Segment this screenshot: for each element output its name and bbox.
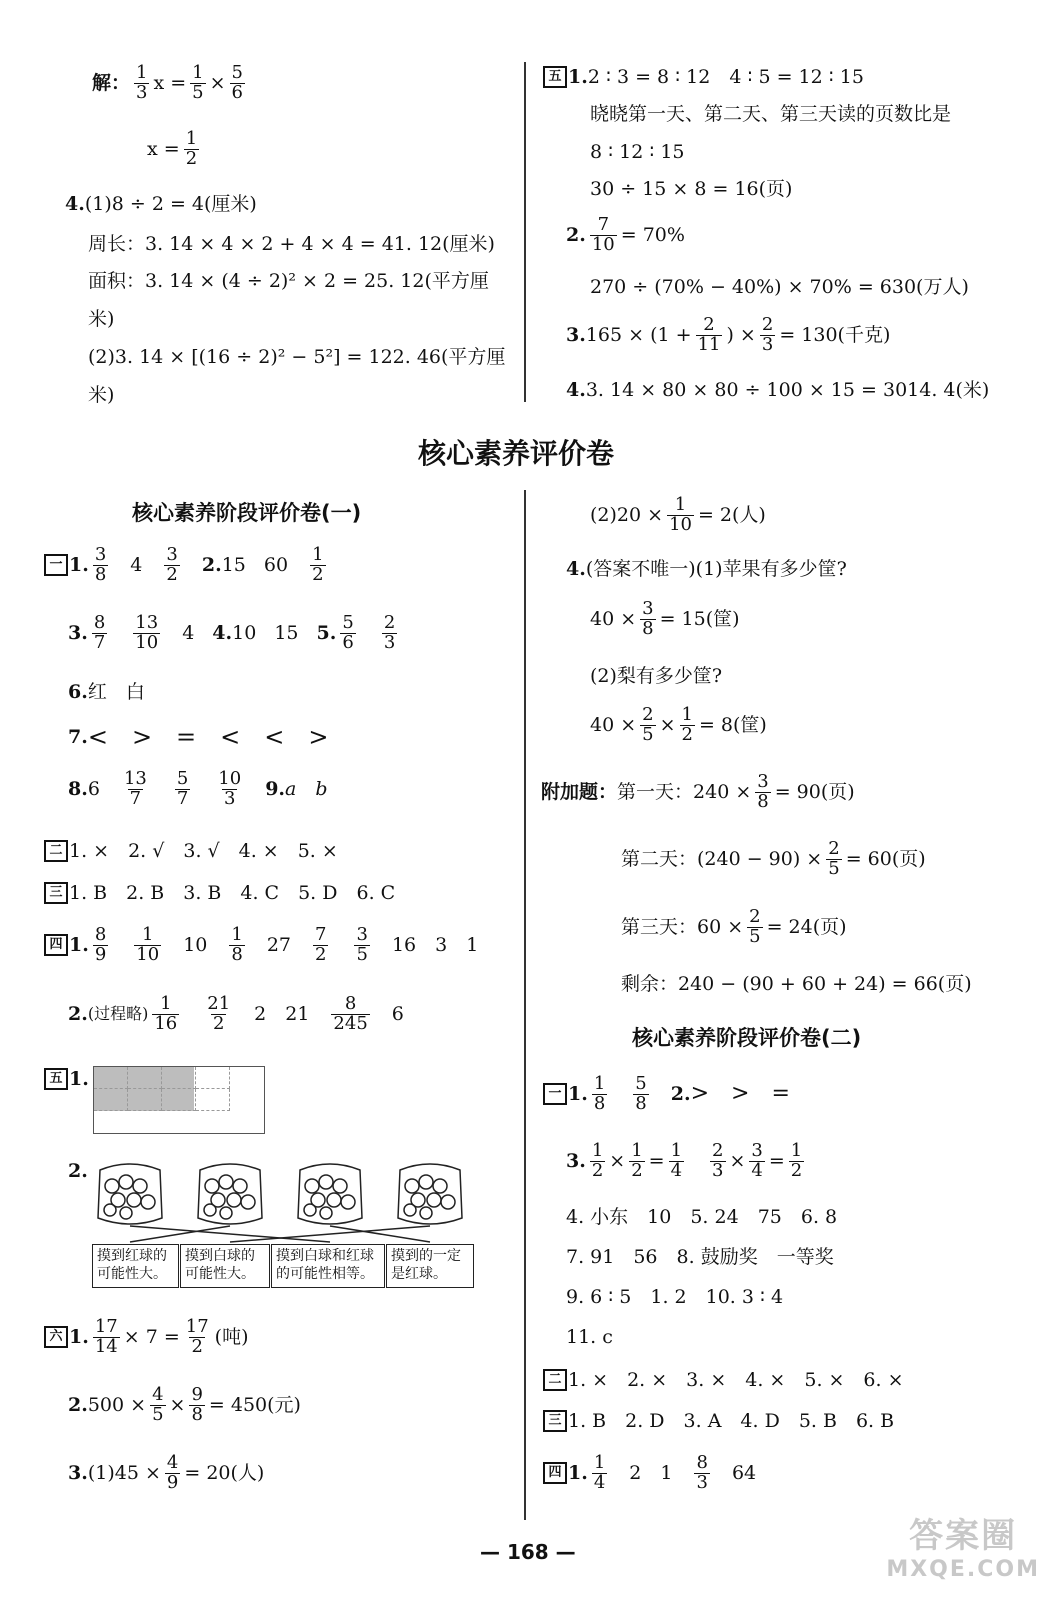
- r-l1: (2)20 × $\frac{1}{10}$ = 2(人): [590, 494, 766, 535]
- p2-l3: 4. 小东 10 5. 24 75 6. 8: [566, 1206, 838, 1228]
- solve-line-2: x = $\frac{1}{2}$: [147, 128, 198, 169]
- q4-line-6: 米): [88, 384, 115, 406]
- section-title: 核心素养评价卷: [418, 437, 615, 470]
- p1-l2: 3. 8 7 13 10 4 4. 10 15 5. 5 6 2 3: [68, 612, 396, 653]
- p1-l7: 三 1. B 2. B 3. B 4. C 5. D 6. C: [44, 882, 395, 904]
- q4-line-5: (2)3. 14 × [(16 ÷ 2)² − 5²] = 122. 46(平方厘: [88, 346, 506, 368]
- p1-l4: 7. < > = < < >: [68, 723, 329, 751]
- answer-box-1: 摸到红球的可能性大。: [92, 1244, 179, 1288]
- p1-l5: 8. 6 13 7 5 7 10 3 9. a b: [68, 768, 328, 809]
- p2-l8: 三 1. B 2. D 3. A 4. D 5. B 6. B: [543, 1410, 894, 1432]
- q4-line-2: 周长：3. 14 × 4 × 2 + 4 × 4 = 41. 12(厘米): [88, 233, 495, 255]
- p2-l2: 3. $\frac{1}{2}$ × $\frac{1}{2}$ = $\frac{1}{4}$ $\frac{2}{3}$ × $\frac{3}{4}$ = $\frac{1}{2}$: [566, 1140, 803, 1181]
- tr-q1-line-2: 晓晓第一天、第二天、第三天读的页数比是: [590, 103, 952, 125]
- column-divider-bottom: [524, 490, 526, 1520]
- r-l6: 附加题： 第一天：240 × $\frac{3}{8}$ = 90(页): [541, 771, 855, 812]
- answer-box-2: 摸到白球的可能性大。: [180, 1244, 270, 1288]
- p1-l9: 2. (过程略) 1 16 21 2 2 21 8 245 6: [68, 993, 404, 1034]
- r-l8: 第三天：60 × $\frac{2}{5}$ = 24(页): [621, 906, 847, 947]
- p1-l12: 六 1. $\frac{17}{14}$ × 7 = $\frac{17}{2}$ (吨): [44, 1318, 249, 1357]
- p1-l10: 五 1.: [44, 1068, 89, 1090]
- p1-l3: 6. 红 白: [68, 681, 145, 703]
- p1-l14: 3. (1)45 × $\frac{4}{9}$ = 20(人): [68, 1452, 265, 1493]
- bag-1: [98, 1164, 162, 1224]
- q4-line-3: 面积：3. 14 × (4 ÷ 2)² × 2 = 25. 12(平方厘: [88, 270, 489, 292]
- tr-q4-line: 4. 3. 14 × 80 × 80 ÷ 100 × 15 = 3014. 4(米): [566, 379, 990, 401]
- watermark-logo: 答案圈 MXQE.COM: [886, 1516, 1040, 1582]
- p2-l6: 11. c: [566, 1326, 613, 1348]
- tr-q1-line-3: 8 ∶ 12 ∶ 15: [590, 141, 685, 163]
- p2-l5: 9. 6 ∶ 5 1. 2 10. 3 ∶ 4: [566, 1286, 784, 1308]
- bag-2: [198, 1164, 262, 1224]
- tr-q2-line-1: 2. $\frac{7}{10}$ = 70%: [566, 214, 685, 255]
- r-l2: 4. (答案不唯一)(1)苹果有多少筐?: [566, 558, 847, 580]
- r-l5: 40 × $\frac{2}{5}$ × $\frac{1}{2}$ = 8(筐): [590, 704, 767, 745]
- p2-l1: 一 1. 1 8 5 8 2. > > =: [543, 1075, 790, 1114]
- tr-q1-line-4: 30 ÷ 15 × 8 = 16(页): [590, 178, 793, 200]
- solve-line-1: 解： 1 3 x = $\frac{1}{5}$ × $\frac{5}{6}$: [92, 62, 243, 103]
- r-l3: 40 × $\frac{3}{8}$ = 15(筐): [590, 598, 740, 639]
- p2-l4: 7. 91 56 8. 鼓励奖 一等奖: [566, 1246, 834, 1268]
- bag-3: [298, 1164, 362, 1224]
- p1-l6: 二 1. × 2. √ 3. √ 4. × 5. ×: [44, 840, 338, 862]
- tr-q3-line: 3. 165 × (1 + $\frac{2}{11}$ ) × $\frac{2}{3}$ = 130(千克): [566, 314, 891, 355]
- q4-line-4: 米): [88, 308, 115, 330]
- p1-l11: 2.: [68, 1160, 88, 1182]
- paper2-title: 核心素养阶段评价卷(二): [632, 1026, 862, 1050]
- p1-l1: 一 1. 3 8 4 3 2 2. 15 60 1 2: [44, 546, 330, 585]
- r-l7: 第二天：(240 − 90) × $\frac{2}{5}$ = 60(页): [621, 838, 926, 879]
- answer-box-4: 摸到的一定是红球。: [386, 1244, 474, 1288]
- q4-line-1: 4. (1)8 ÷ 2 = 4(厘米): [65, 193, 257, 215]
- r-l4: (2)梨有多少筐?: [590, 665, 723, 687]
- column-divider-top: [524, 62, 526, 402]
- bag-4: [398, 1164, 462, 1224]
- shaded-grid-figure: [93, 1066, 265, 1134]
- p1-l8: 四 1. 8 9 1 10 10 1 8 27 7 2 3 5 16 3 1: [44, 926, 478, 965]
- tr-q2-line-2: 270 ÷ (70% − 40%) × 70% = 630(万人): [590, 276, 969, 298]
- r-l9: 剩余：240 − (90 + 60 + 24) = 66(页): [621, 973, 972, 995]
- answer-box-3: 摸到白球和红球的可能性相等。: [271, 1244, 385, 1288]
- p1-l13: 2. 500 × $\frac{4}{5}$ × $\frac{9}{8}$ = 450(元): [68, 1384, 301, 1425]
- paper1-title: 核心素养阶段评价卷(一): [132, 501, 362, 525]
- p2-l9: 四 1. 1 4 2 1 8 3 64: [543, 1454, 756, 1493]
- page-number: — 168 —: [480, 1540, 576, 1564]
- tr-q1-line-1: 五 1. 2 ∶ 3 = 8 ∶ 12 4 ∶ 5 = 12 ∶ 15: [543, 66, 864, 88]
- p2-l7: 二 1. × 2. × 3. × 4. × 5. × 6. ×: [543, 1369, 904, 1391]
